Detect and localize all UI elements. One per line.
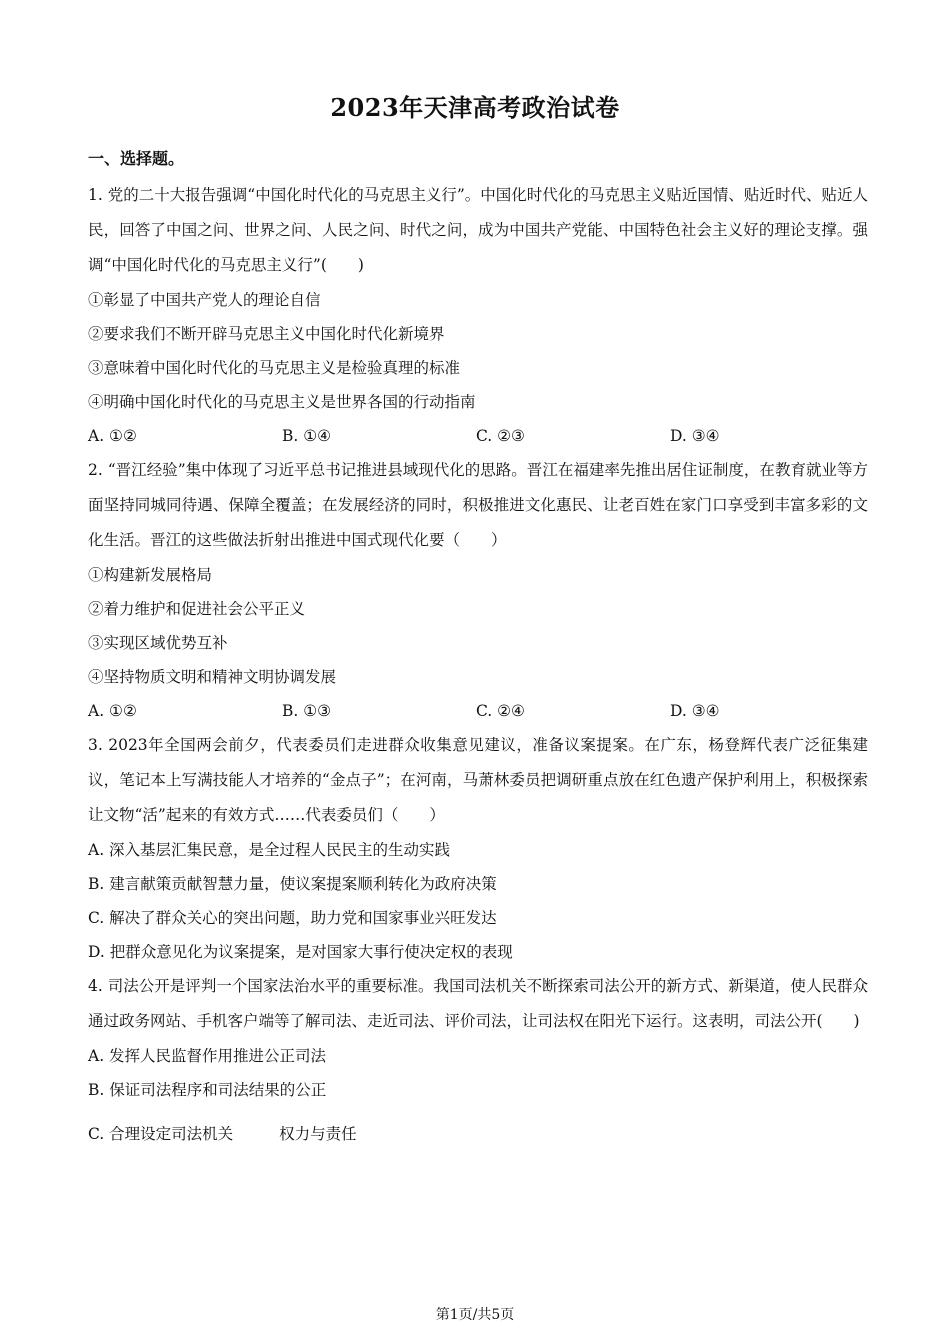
statement-item: ②着力维护和促进社会公平正义: [88, 600, 306, 618]
question-3: [88, 728, 868, 969]
option-c-part-1: C. 合理设定司法机关: [88, 1125, 234, 1143]
option-d: D. ③④: [670, 427, 720, 445]
option-a: A. ①②: [88, 702, 137, 720]
statement-item: ③意味着中国化时代化的马克思主义是检验真理的标准: [88, 359, 461, 377]
option-c: C. ②④: [476, 702, 525, 720]
answer-options: [88, 694, 868, 728]
option-d: D. ③④: [670, 702, 720, 720]
section-heading: 一、选择题。: [88, 149, 185, 168]
option-c-part-2: 权力与责任: [279, 1125, 357, 1143]
question-1: [88, 178, 868, 453]
statement-item: ②要求我们不断开辟马克思主义中国化时代化新境界: [88, 325, 445, 343]
question-stem: 2. “晋江经验”集中体现了习近平总书记推进县域现代化的思路。晋江在福建率先推出居住证制度，在教育就业等方面坚持同城同待遇、保障全覆盖；在发展经济的同时，积极推进文化惠民、让老百姓在家门口享受到丰富多彩的文化生活。晋江的这些做法折射出推进中国式现代化要（ ）: [88, 461, 868, 549]
question-stem: 1. 党的二十大报告强调“中国化时代化的马克思主义行”。中国化时代化的马克思主义贴近国情、贴近时代、贴近人民，回答了中国之问、世界之问、人民之问、时代之问，成为中国共产党能、中国特色社会主义好的理论支撑。强调“中国化时代化的马克思主义行”( ): [88, 186, 868, 274]
question-2: [88, 453, 868, 728]
statement-item: ③实现区域优势互补: [88, 634, 228, 652]
statement-item: ①构建新发展格局: [88, 566, 213, 584]
option-d: D. 把群众意见化为议案提案，是对国家大事行使决定权的表现: [88, 943, 513, 961]
option-c: C. ②③: [476, 427, 525, 445]
option-b: B. ①③: [282, 702, 332, 720]
option-c: [88, 1117, 868, 1151]
question-4: [88, 969, 868, 1151]
statement-item: ④坚持物质文明和精神文明协调发展: [88, 668, 337, 686]
option-b: B. ①④: [282, 427, 332, 445]
question-list: [88, 178, 868, 1151]
answer-options: [88, 419, 868, 453]
question-stem: 4. 司法公开是评判一个国家法治水平的重要标准。我国司法机关不断探索司法公开的新方式、新渠道，使人民群众通过政务网站、手机客户端等了解司法、走近司法、评价司法，让司法权在阳光下运行。这表明，司法公开( ): [88, 977, 868, 1030]
statement-item: ④明确中国化时代化的马克思主义是世界各国的行动指南: [88, 393, 476, 411]
option-a: A. 发挥人民监督作用推进公正司法: [88, 1047, 327, 1065]
option-a: A. 深入基层汇集民意，是全过程人民民主的生动实践: [88, 841, 451, 859]
option-a: A. ①②: [88, 427, 137, 445]
option-b: B. 保证司法程序和司法结果的公正: [88, 1081, 327, 1099]
option-c: C. 解决了群众关心的突出问题，助力党和国家事业兴旺发达: [88, 909, 497, 927]
statement-item: ①彰显了中国共产党人的理论自信: [88, 291, 321, 309]
question-stem: 3. 2023年全国两会前夕，代表委员们走进群众收集意见建议，准备议案提案。在广东，杨登辉代表广泛征集建议，笔记本上写满技能人才培养的“金点子”；在河南，马萧林委员把调研重点放在红色遗产保护利用上，积极探索让文物“活”起来的有效方式……代表委员们（ ）: [88, 736, 868, 824]
page-footer: 第1页/共5页: [435, 1307, 515, 1323]
option-b: B. 建言献策贡献智慧力量，使议案提案顺利转化为政府决策: [88, 875, 497, 893]
page-title: 2023年天津高考政治试卷: [330, 93, 620, 122]
